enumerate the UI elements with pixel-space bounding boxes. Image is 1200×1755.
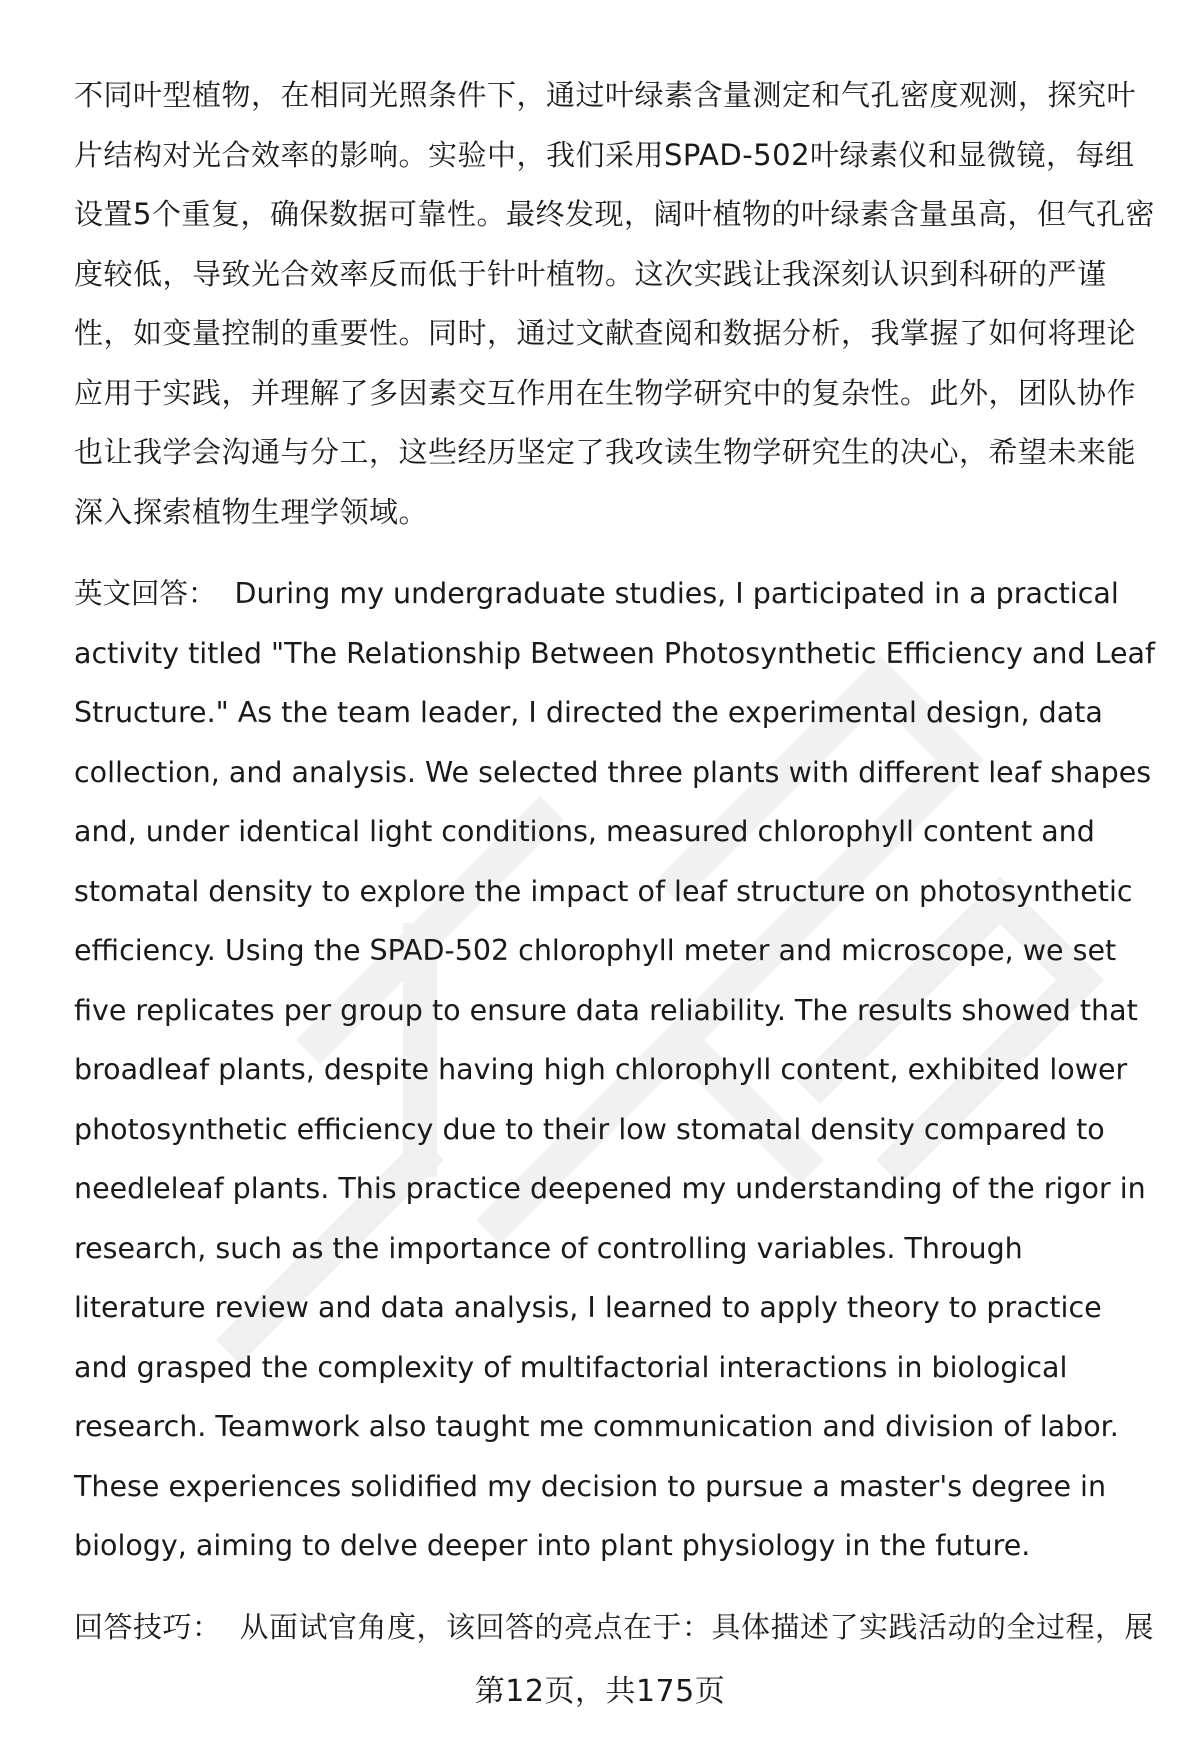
paragraph-gap bbox=[74, 1576, 1156, 1598]
page-number-footer: 第12页，共175页 bbox=[474, 1674, 726, 1709]
paragraph-gap bbox=[74, 542, 1156, 564]
chinese-answer-paragraph: 不同叶型植物，在相同光照条件下，通过叶绿素含量测定和气孔密度观测，探究叶片结构对光合效率的影响。实验中，我们采用SPAD-502叶绿素仪和显微镜，每组设置5个重复，确保数据可靠性。最终发现，阔叶植物的叶绿素含量虽高，但气孔密度较低，导致光合效率反而低于针叶植物。这次实践让我深刻认识到科研的严谨性，如变量控制的重要性。同时，通过文献查阅和数据分析，我掌握了如何将理论应用于实践，并理解了多因素交互作用在生物学研究中的复杂性。此外，团队协作也让我学会沟通与分工，这些经历坚定了我攻读生物学研究生的决心，希望未来能深入探索植物生理学领域。 bbox=[74, 78, 1155, 529]
answer-tips-paragraph bbox=[74, 1598, 1156, 1658]
document-page bbox=[74, 66, 1165, 1657]
english-answer-label: 英文回答： bbox=[74, 577, 217, 610]
answer-tips-text: 从面试官角度，该回答的亮点在于：具体描述了实践活动的全过程，展 bbox=[239, 1609, 1155, 1644]
english-answer-text: During my undergraduate studies, I participated in a practical activity titled "The Relationship Between Photosynthetic Efficiency and Leaf Structure." As the team leader, I directed the experimental design, data collection, and analysis. We selected three plants with different leaf shapes and, under identical light conditions, measured chlorophyll content and stomatal density to explore the impact of leaf structure on photosynthetic efficiency. Using the SPAD-502 chlorophyll meter and microscope, we set five replicates per group to ensure data reliability. The results showed that broadleaf plants, despite having high chlorophyll content, exhibited lower photosynthetic efficiency due to their low stomatal density compared to needleleaf plants. This practice deepened my understanding of the rigor in research, such as the importance of controlling variables. Through literature review and data analysis, I learned to apply theory to practice and grasped the complexity of multifactorial interactions in biological research. Teamwork also taught me communication and division of labor. These experiences solidified my decision to pursue a master's degree in biology, aiming to delve deeper into plant physiology in the future. bbox=[74, 577, 1165, 1562]
english-answer-paragraph bbox=[74, 564, 1165, 1576]
answer-tips-label: 回答技巧： bbox=[74, 1609, 222, 1644]
